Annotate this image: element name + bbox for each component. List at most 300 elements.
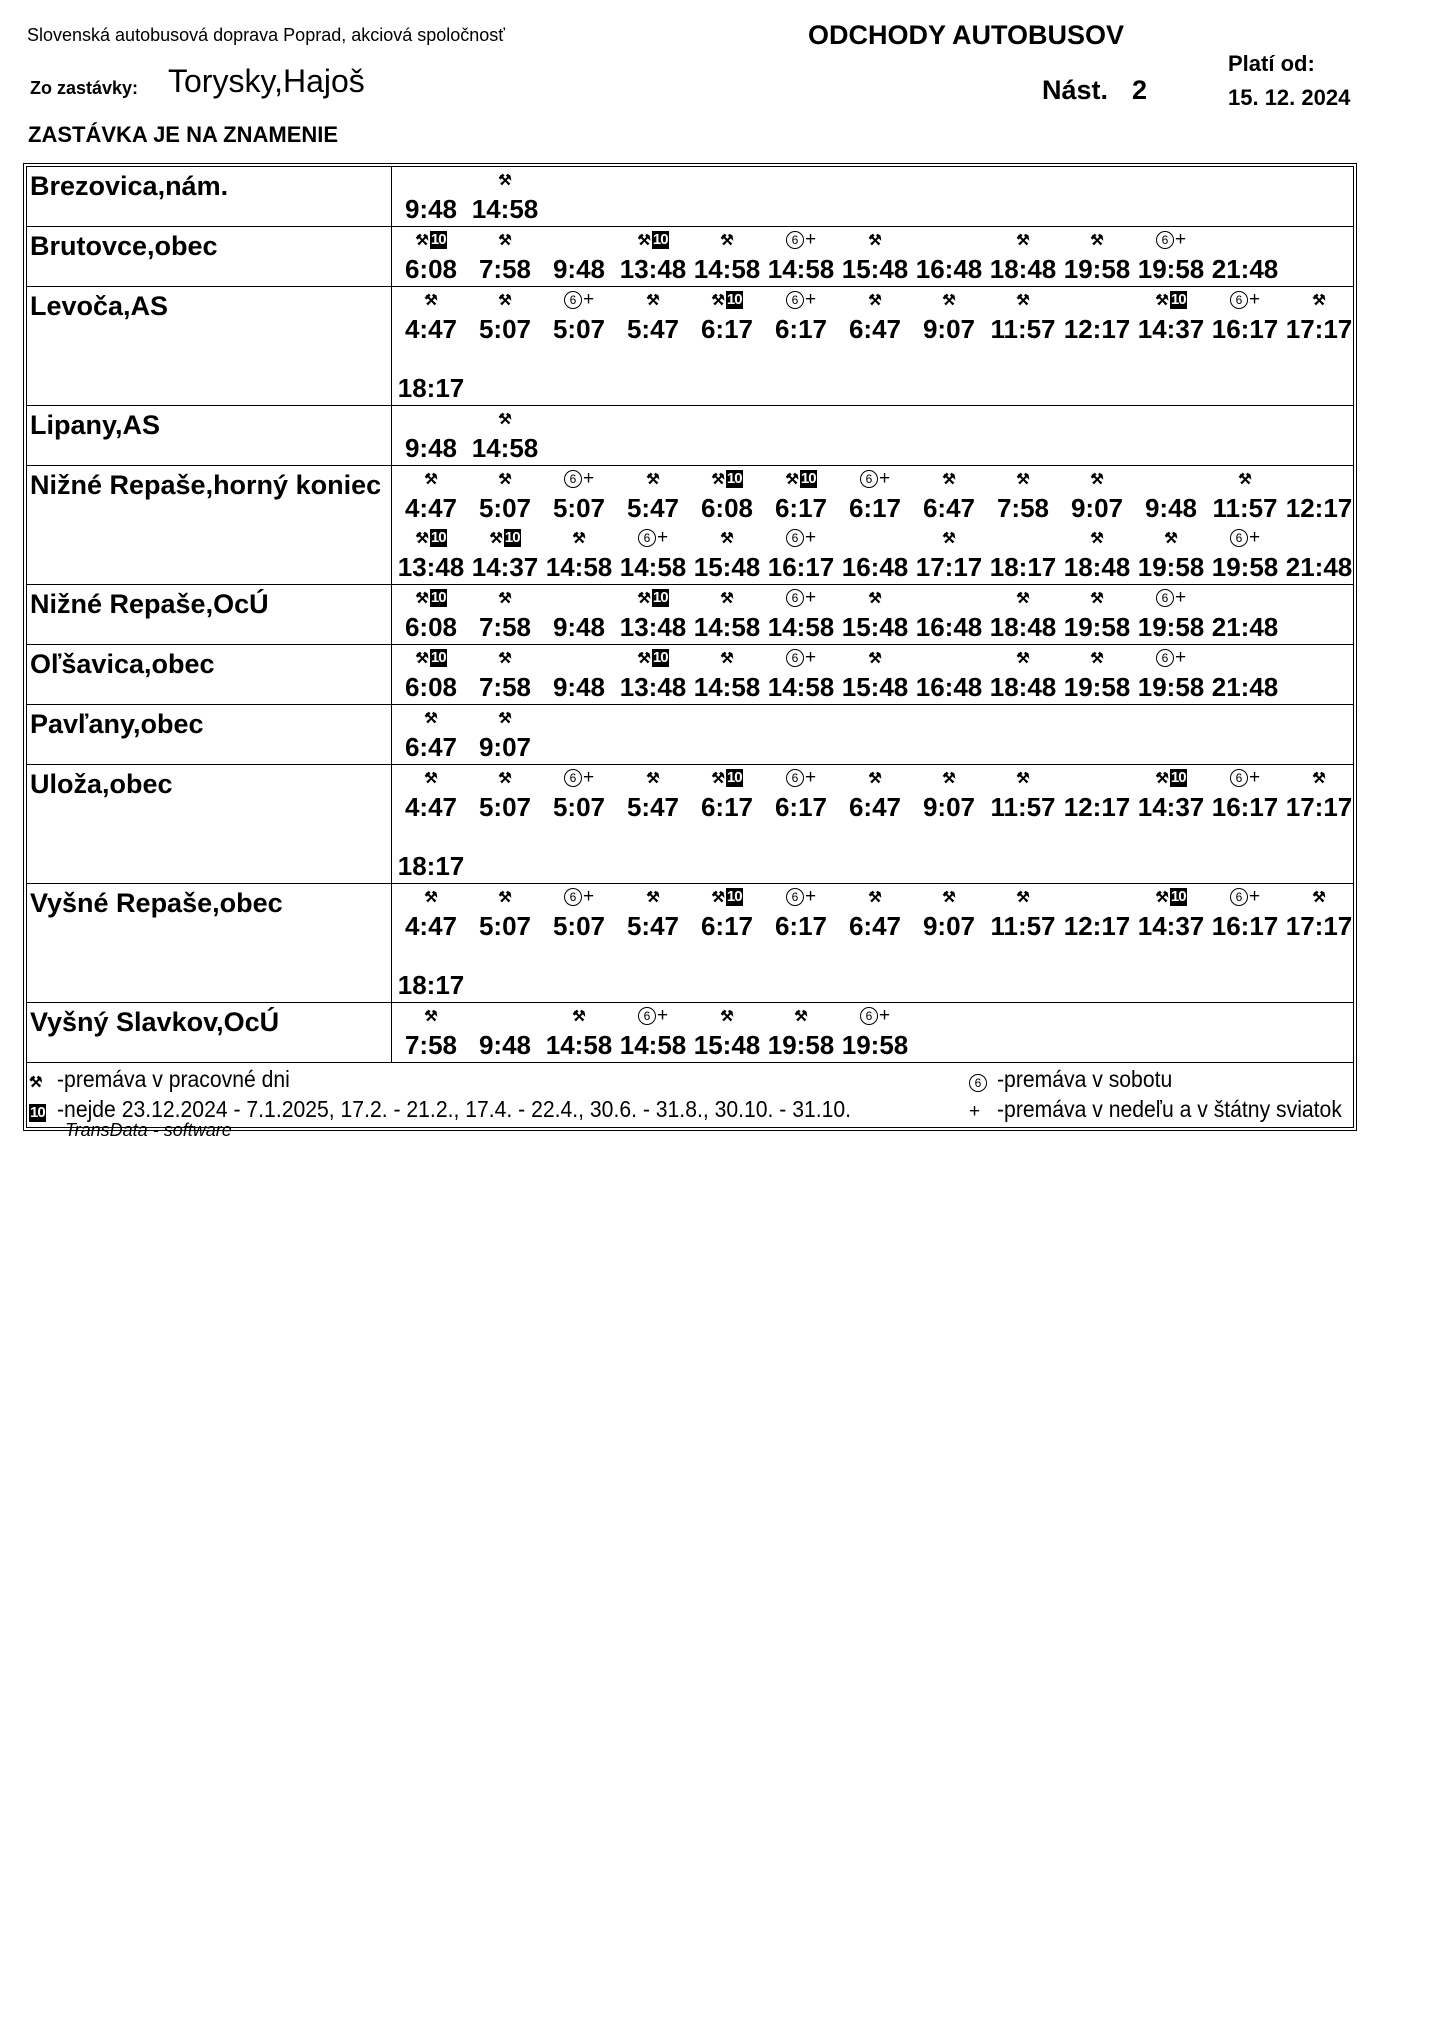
departure [764,884,838,943]
departure-symbols [394,289,468,311]
departure-time: 13:48 [619,612,687,642]
departure-time: 9:07 [922,314,976,344]
departure [1060,645,1134,704]
departure [616,525,690,584]
ten-box-icon: 10 [652,589,668,606]
departure-symbols [764,647,838,669]
departure [394,645,468,704]
departure-symbols [912,587,986,609]
departure [1134,525,1208,584]
hammer-icon: ⚒ [498,709,512,727]
departure-time: 14:58 [693,254,761,284]
departure-symbols [986,886,1060,908]
legend-ten [29,1096,920,1123]
departure-symbols [394,527,468,549]
departure [1208,765,1282,824]
departure-symbols [1134,647,1208,669]
departure-time: 14:37 [1137,792,1205,822]
hammer-icon: ⚒ [498,171,512,189]
departure-symbols [1060,587,1134,609]
hammer-icon: ⚒ [1016,769,1030,787]
departure-symbols [1060,886,1134,908]
destination-name: Brutovce,obec [27,227,392,286]
departure-time: 18:48 [989,672,1057,702]
departure-symbols [468,169,542,191]
departure-symbols [616,289,690,311]
departure [838,765,912,824]
departure [394,167,468,226]
departure-symbols [912,289,986,311]
hammer-icon: ⚒ [1090,470,1104,488]
departure-time: 5:07 [552,911,606,941]
departure-symbols [912,468,986,490]
hammer-icon: ⚒ [1312,769,1326,787]
hammer-icon: ⚒ [415,589,429,607]
departure-time: 4:47 [404,493,458,523]
departure-times [392,1003,1353,1062]
plus-icon: + [804,587,817,608]
departure-time: 6:17 [774,911,828,941]
departure-symbols [986,647,1060,669]
departure-symbols [394,408,468,430]
departure-symbols [616,767,690,789]
departure-symbols [1282,289,1356,311]
departure [468,466,542,525]
departure-time: 18:17 [397,851,465,881]
hammer-icon: ⚒ [711,769,725,787]
circled-six-icon: 6 [786,769,804,787]
departure [986,765,1060,824]
departure-symbols [1060,527,1134,549]
departure [542,287,616,346]
departure-time: 19:58 [1063,612,1131,642]
departure [690,645,764,704]
ten-box-icon: 10 [504,529,520,546]
departure [1208,466,1282,525]
departure-time: 21:48 [1211,612,1279,642]
saturday-icon [969,1066,997,1093]
departure [542,1003,616,1062]
destination-row [27,704,1353,764]
hammer-icon: ⚒ [572,529,586,547]
departure [838,1003,912,1062]
departure-symbols [394,707,468,729]
departure-symbols [764,1005,838,1027]
destination-row [27,883,1353,1002]
departure-time: 6:08 [700,493,754,523]
departure-symbols [616,886,690,908]
plus-icon: + [656,1005,669,1026]
departure [1282,287,1356,346]
departure-symbols [1060,289,1134,311]
departure [616,466,690,525]
hammer-icon: ⚒ [637,649,651,667]
ten-box-icon: 10 [726,470,742,487]
departure-symbols [838,289,912,311]
departure [1208,287,1282,346]
departure [1134,765,1208,824]
departure [912,585,986,644]
departure-time: 15:48 [841,254,909,284]
departure-symbols [838,767,912,789]
hammer-icon: ⚒ [794,1007,808,1025]
departure [1134,884,1208,943]
destination-row [27,405,1353,465]
hammer-icon: ⚒ [646,888,660,906]
destination-name: Nižné Repaše,OcÚ [27,585,392,644]
ten-box-icon: 10 [430,529,446,546]
departure [838,287,912,346]
departure-symbols [1060,767,1134,789]
departure-symbols [542,767,616,789]
departure-time: 12:17 [1285,493,1353,523]
circled-six-icon: 6 [1230,529,1248,547]
departure-time: 6:17 [700,792,754,822]
departure-symbols [542,468,616,490]
departure [394,1003,468,1062]
departure [1060,525,1134,584]
hammer-icon: ⚒ [942,769,956,787]
departure-time: 6:17 [700,314,754,344]
hammer-icon: ⚒ [868,649,882,667]
departure-time: 16:48 [841,552,909,582]
hammer-icon: ⚒ [1155,291,1169,309]
departure-symbols [986,767,1060,789]
departure-time: 6:47 [848,911,902,941]
departure [1208,525,1282,584]
plus-icon: + [582,289,595,310]
hammer-icon: ⚒ [1016,231,1030,249]
plus-icon: + [804,767,817,788]
plus-icon: + [878,468,891,489]
hammer-icon: ⚒ [1016,589,1030,607]
hammer-icon: ⚒ [1238,470,1252,488]
departure-symbols [1208,767,1282,789]
departure-symbols [1060,647,1134,669]
departure-symbols [986,229,1060,251]
circled-six-icon: 6 [1156,231,1174,249]
departure [1282,466,1356,525]
hammer-icon: ⚒ [498,231,512,249]
departure-symbols [1208,647,1282,669]
circled-six-icon: 6 [1230,888,1248,906]
departure [468,167,542,226]
departure [986,466,1060,525]
departure-time: 16:48 [915,612,983,642]
legend-ten-text: -nejde 23.12.2024 - 7.1.2025, 17.2. - 21.2., 17.4. - 22.4., 30.6. - 31.8., 30.10. - 31.10. [57,1096,852,1122]
departure [912,884,986,943]
departures-table-inner [26,166,1354,1128]
hammer-icon: ⚒ [424,888,438,906]
circled-six-icon: 6 [564,291,582,309]
circled-six-icon: 6 [1230,291,1248,309]
departure-time: 12:17 [1063,314,1131,344]
departure-times [392,227,1353,286]
departure-symbols [1282,527,1356,549]
departure-times [392,884,1353,1002]
departure [542,645,616,704]
departure-symbols [616,1005,690,1027]
departure [690,884,764,943]
departure-symbols [468,468,542,490]
departure-symbols [394,468,468,490]
departure-symbols [1134,289,1208,311]
hammer-icon: ⚒ [868,769,882,787]
departure-time: 11:57 [990,911,1056,941]
hammer-icon: ⚒ [711,888,725,906]
departure-symbols [912,886,986,908]
departure-symbols [838,886,912,908]
departure [764,287,838,346]
hammer-icon: ⚒ [646,470,660,488]
hammer-icon: ⚒ [424,769,438,787]
ten-box-icon: 10 [726,291,742,308]
departure-symbols [1208,886,1282,908]
hammer-icon: ⚒ [415,649,429,667]
departure-time: 19:58 [1137,612,1205,642]
departure-symbols [394,826,468,848]
departure-time: 19:58 [841,1030,909,1060]
departure-time: 14:58 [693,672,761,702]
plus-icon: + [1174,229,1187,250]
circled-six-icon: 6 [786,529,804,547]
hammer-icon: ⚒ [1090,649,1104,667]
plus-icon: + [582,468,595,489]
departure-time: 4:47 [404,792,458,822]
departure [912,765,986,824]
hammer-icon: ⚒ [1155,888,1169,906]
departure-time: 7:58 [478,254,532,284]
departure [468,406,542,465]
hammer-icon: ⚒ [1164,529,1178,547]
departure [764,466,838,525]
departure-time: 9:07 [478,732,532,762]
departure-symbols [542,1005,616,1027]
departure-time: 19:58 [1137,672,1205,702]
departure [1208,645,1282,704]
sunday-icon [969,1096,997,1123]
departure-time: 16:17 [1211,911,1279,941]
departure [468,525,542,584]
departure-time: 19:58 [1211,552,1279,582]
hammer-icon: ⚒ [720,529,734,547]
departure-time: 4:47 [404,911,458,941]
departure [986,525,1060,584]
departure-symbols [542,229,616,251]
hammer-icon: ⚒ [415,529,429,547]
plus-icon: + [1248,886,1261,907]
hammer-icon: ⚒ [785,470,799,488]
departure [468,1003,542,1062]
departure-time: 19:58 [1063,254,1131,284]
departure-symbols [764,527,838,549]
hammer-icon: ⚒ [29,1074,43,1091]
departure-time: 21:48 [1285,552,1353,582]
departure-symbols [394,886,468,908]
ten-box-icon: 10 [30,1104,45,1121]
hammer-icon: ⚒ [868,231,882,249]
departure-time: 19:58 [1063,672,1131,702]
hammer-icon: ⚒ [637,231,651,249]
company-name: Slovenská autobusová doprava Poprad, akciová spoločnosť [27,25,506,45]
departure [690,287,764,346]
circled-six-icon: 6 [786,231,804,249]
hammer-icon: ⚒ [868,888,882,906]
departure-symbols [1208,229,1282,251]
departure-symbols [1134,468,1208,490]
departure [1060,765,1134,824]
plus-icon: + [1248,289,1261,310]
departure-time: 17:17 [1285,911,1353,941]
hammer-icon: ⚒ [498,888,512,906]
departure [394,406,468,465]
departure [764,525,838,584]
departure-time: 5:47 [626,911,680,941]
departure [912,645,986,704]
ten-box-icon: 10 [652,231,668,248]
departure-time: 16:17 [767,552,835,582]
hammer-icon: ⚒ [498,649,512,667]
departure [394,585,468,644]
departure-time: 19:58 [767,1030,835,1060]
departure-time: 9:48 [404,433,458,463]
circled-six-icon: 6 [1156,589,1174,607]
destination-row [27,764,1353,883]
departure-symbols [838,229,912,251]
departure-symbols [764,767,838,789]
stop-name: Torysky,Hajoš [168,63,365,99]
departure-time: 14:58 [693,612,761,642]
departure-time: 14:58 [545,1030,613,1060]
hammer-icon: ⚒ [424,470,438,488]
departure-symbols [690,587,764,609]
departure-symbols [394,229,468,251]
departure [542,466,616,525]
request-stop-notice: ZASTÁVKA JE NA ZNAMENIE [28,122,339,147]
ten-box-icon: 10 [1170,888,1186,905]
departure-symbols [1282,886,1356,908]
departure-time: 9:48 [552,254,606,284]
departure-symbols [1134,587,1208,609]
departure-time: 13:48 [619,672,687,702]
circled-six-icon: 6 [786,589,804,607]
departure-time: 5:07 [552,792,606,822]
hammer-icon: ⚒ [489,529,503,547]
departure-time: 17:17 [1285,792,1353,822]
departure-symbols [986,527,1060,549]
plus-icon: + [582,886,595,907]
departure [690,525,764,584]
plus-icon: + [878,1005,891,1026]
circled-six-icon: 6 [786,888,804,906]
circled-six-icon: 6 [1156,649,1174,667]
departure-time: 19:58 [1137,254,1205,284]
departure-symbols [1134,229,1208,251]
departure-time: 7:58 [404,1030,458,1060]
departure-time: 12:17 [1063,792,1131,822]
departure-symbols [542,647,616,669]
ten-icon [29,1096,57,1123]
departure-time: 7:58 [478,672,532,702]
departure [838,585,912,644]
ten-box-icon: 10 [652,649,668,666]
ten-box-icon: 10 [800,470,816,487]
departure [1060,466,1134,525]
departure-symbols [1208,587,1282,609]
departure-symbols [542,886,616,908]
departure-symbols [468,886,542,908]
circled-six-icon: 6 [860,470,878,488]
departure [1134,645,1208,704]
departure-symbols [542,587,616,609]
departure-symbols [616,587,690,609]
departure-time: 5:07 [478,792,532,822]
departure-time: 18:48 [989,612,1057,642]
departure [838,466,912,525]
departure-symbols [690,289,764,311]
departure-symbols [1060,229,1134,251]
departure-symbols [394,169,468,191]
departure [838,227,912,286]
departure [394,705,468,764]
departure [616,645,690,704]
departure [1134,287,1208,346]
departure-time: 17:17 [1285,314,1353,344]
departure-symbols [1282,767,1356,789]
departure-time: 6:17 [700,911,754,941]
departure-time: 6:08 [404,612,458,642]
departure-symbols [394,1005,468,1027]
departure [468,585,542,644]
plus-icon: + [582,767,595,788]
departure [542,585,616,644]
plus-icon: + [804,886,817,907]
departure-symbols [1134,527,1208,549]
departure [764,765,838,824]
departure-symbols [394,647,468,669]
valid-from-date: 15. 12. 2024 [1228,85,1351,110]
departure-time: 19:58 [1137,552,1205,582]
departure [616,1003,690,1062]
departure-symbols [690,527,764,549]
plus-icon: + [804,289,817,310]
departure [394,525,468,584]
departure-symbols [764,289,838,311]
departure-symbols [468,527,542,549]
hammer-icon: ⚒ [711,470,725,488]
departure-symbols [986,468,1060,490]
ten-box-icon: 10 [1170,291,1186,308]
departure-time: 6:17 [774,314,828,344]
departure-symbols [1208,527,1282,549]
departure-symbols [468,229,542,251]
destination-name: Uloža,obec [27,765,392,883]
departure [1134,227,1208,286]
departure-time: 5:07 [478,314,532,344]
departure [912,227,986,286]
departure-times [392,585,1353,644]
destination-name: Pavľany,obec [27,705,392,764]
departure-time: 16:17 [1211,314,1279,344]
departure [394,943,468,1002]
departure [468,227,542,286]
departure-time: 18:17 [397,970,465,1000]
departure [838,645,912,704]
hammer-icon: ⚒ [942,888,956,906]
departure-time: 15:48 [693,552,761,582]
destination-name: Vyšný Slavkov,OcÚ [27,1003,392,1062]
legend-workday [29,1066,310,1093]
